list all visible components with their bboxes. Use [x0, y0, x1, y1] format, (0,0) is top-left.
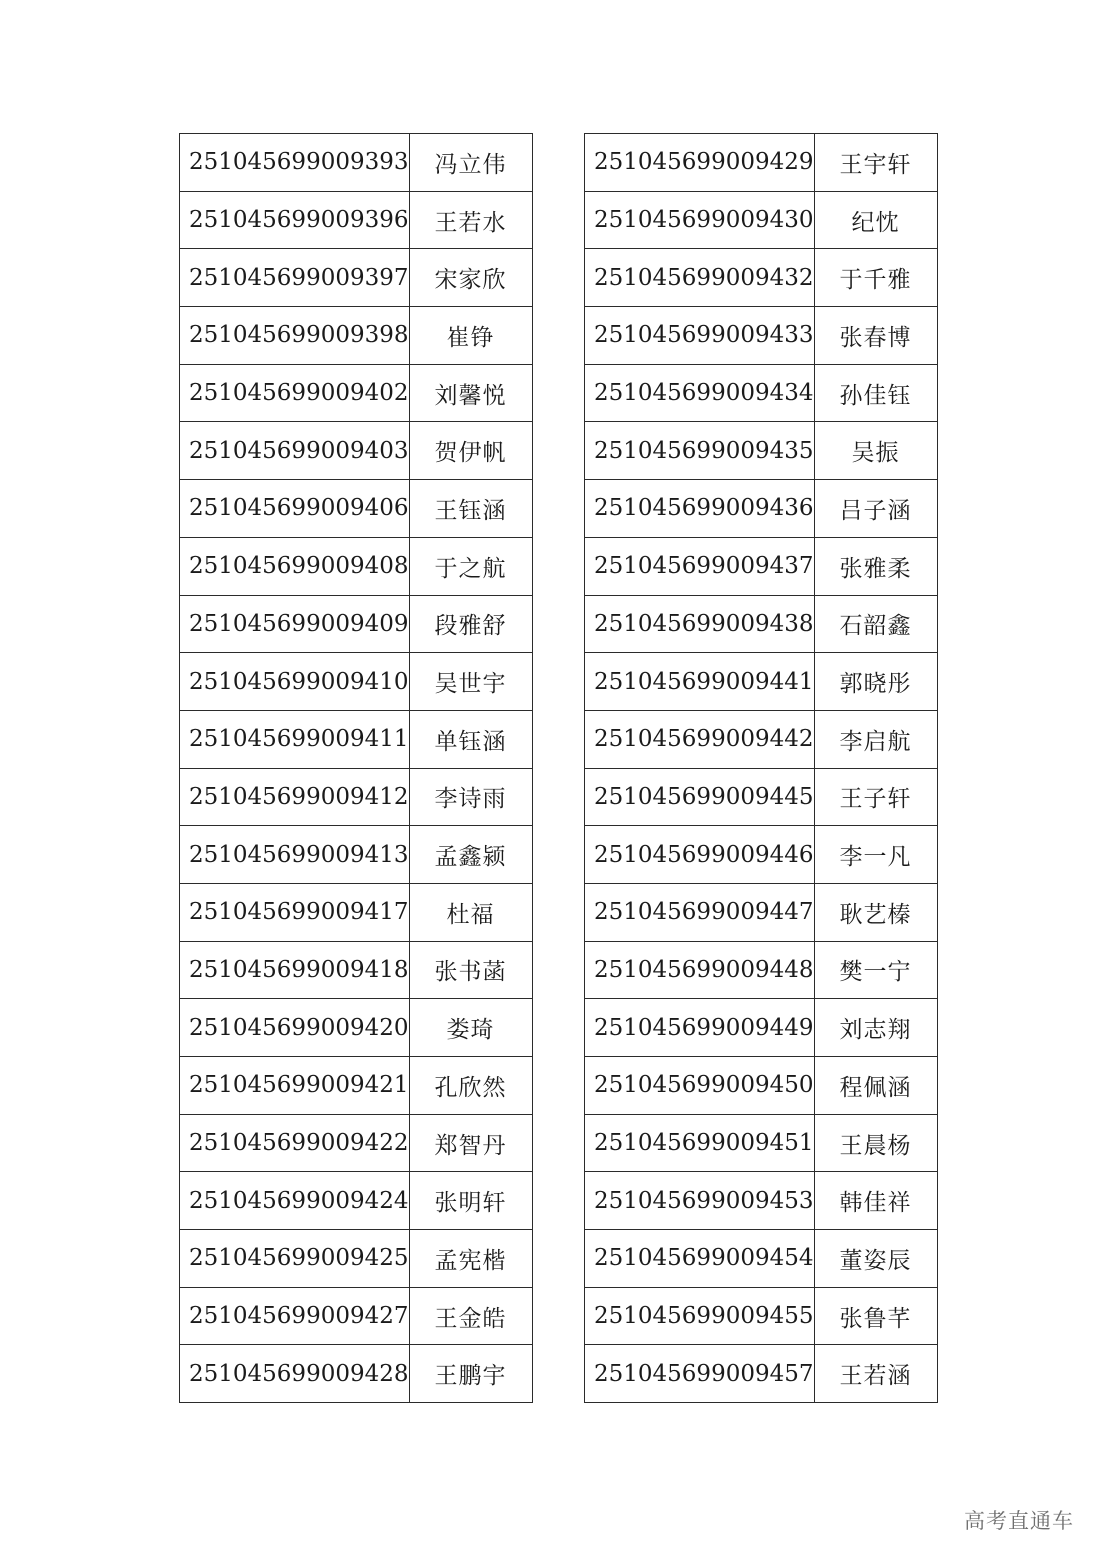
student-id-cell: 251045699009429 — [585, 134, 815, 192]
student-name-cell: 宋家欣 — [409, 249, 532, 307]
table-row — [180, 422, 533, 480]
student-name-cell: 娄琦 — [409, 999, 532, 1057]
student-id-cell: 251045699009417 — [180, 883, 410, 941]
student-name-cell: 孟宪楷 — [409, 1230, 532, 1288]
student-name-cell: 于之航 — [409, 537, 532, 595]
table-row — [180, 1287, 533, 1345]
table-row — [585, 422, 938, 480]
student-name-cell: 张春博 — [814, 307, 937, 365]
student-id-cell: 251045699009427 — [180, 1287, 410, 1345]
student-id-cell: 251045699009396 — [180, 191, 410, 249]
table-row — [180, 1345, 533, 1403]
student-name-cell: 冯立伟 — [409, 134, 532, 192]
student-name-cell: 李启航 — [814, 710, 937, 768]
student-id-cell: 251045699009438 — [585, 595, 815, 653]
table-row — [585, 826, 938, 884]
student-name-cell: 王金皓 — [409, 1287, 532, 1345]
student-name-cell: 王晨杨 — [814, 1114, 937, 1172]
student-id-cell: 251045699009442 — [585, 710, 815, 768]
student-name-cell: 李一凡 — [814, 826, 937, 884]
student-id-cell: 251045699009430 — [585, 191, 815, 249]
table-row — [585, 1172, 938, 1230]
student-name-cell: 杜福 — [409, 883, 532, 941]
student-id-cell: 251045699009432 — [585, 249, 815, 307]
table-row — [180, 999, 533, 1057]
student-name-cell: 刘志翔 — [814, 999, 937, 1057]
table-row — [180, 1057, 533, 1115]
student-id-cell: 251045699009457 — [585, 1345, 815, 1403]
student-id-cell: 251045699009398 — [180, 307, 410, 365]
student-id-cell: 251045699009411 — [180, 710, 410, 768]
table-row — [180, 537, 533, 595]
student-name-cell: 王若水 — [409, 191, 532, 249]
table-row — [180, 710, 533, 768]
table-row — [180, 307, 533, 365]
roster-table-left — [179, 133, 533, 1403]
table-row — [180, 364, 533, 422]
table-row — [585, 191, 938, 249]
student-id-cell: 251045699009447 — [585, 883, 815, 941]
student-name-cell: 樊一宁 — [814, 941, 937, 999]
table-row — [180, 826, 533, 884]
table-row — [585, 364, 938, 422]
table-row — [585, 941, 938, 999]
table-row — [180, 1230, 533, 1288]
table-row — [180, 134, 533, 192]
student-id-cell: 251045699009441 — [585, 653, 815, 711]
student-name-cell: 崔铮 — [409, 307, 532, 365]
student-id-cell: 251045699009435 — [585, 422, 815, 480]
table-row — [585, 768, 938, 826]
student-id-cell: 251045699009451 — [585, 1114, 815, 1172]
student-id-cell: 251045699009420 — [180, 999, 410, 1057]
table-row — [585, 1114, 938, 1172]
table-row — [585, 883, 938, 941]
student-name-cell: 孔欣然 — [409, 1057, 532, 1115]
table-row — [585, 1230, 938, 1288]
student-id-cell: 251045699009449 — [585, 999, 815, 1057]
student-id-cell: 251045699009450 — [585, 1057, 815, 1115]
student-name-cell: 耿艺榛 — [814, 883, 937, 941]
student-name-cell: 程佩涵 — [814, 1057, 937, 1115]
student-id-cell: 251045699009453 — [585, 1172, 815, 1230]
table-row — [585, 1345, 938, 1403]
student-id-cell: 251045699009412 — [180, 768, 410, 826]
student-name-cell: 王若涵 — [814, 1345, 937, 1403]
table-row — [585, 595, 938, 653]
student-id-cell: 251045699009425 — [180, 1230, 410, 1288]
roster-table-right — [584, 133, 938, 1403]
table-row — [585, 653, 938, 711]
student-id-cell: 251045699009448 — [585, 941, 815, 999]
student-name-cell: 于千雅 — [814, 249, 937, 307]
table-row — [180, 480, 533, 538]
student-name-cell: 刘馨悦 — [409, 364, 532, 422]
student-name-cell: 王宇轩 — [814, 134, 937, 192]
table-row — [585, 249, 938, 307]
student-name-cell: 韩佳祥 — [814, 1172, 937, 1230]
student-id-cell: 251045699009455 — [585, 1287, 815, 1345]
student-id-cell: 251045699009403 — [180, 422, 410, 480]
student-id-cell: 251045699009393 — [180, 134, 410, 192]
table-row — [585, 134, 938, 192]
student-id-cell: 251045699009424 — [180, 1172, 410, 1230]
student-name-cell: 王钰涵 — [409, 480, 532, 538]
roster-table-left-body — [180, 134, 533, 1403]
student-id-cell: 251045699009446 — [585, 826, 815, 884]
table-row — [585, 537, 938, 595]
student-name-cell: 孙佳钰 — [814, 364, 937, 422]
student-name-cell: 孟鑫颍 — [409, 826, 532, 884]
student-id-cell: 251045699009409 — [180, 595, 410, 653]
table-row — [180, 768, 533, 826]
student-id-cell: 251045699009428 — [180, 1345, 410, 1403]
student-name-cell: 张明轩 — [409, 1172, 532, 1230]
watermark-text: 高考直通车 — [964, 1509, 1074, 1533]
student-name-cell: 王子轩 — [814, 768, 937, 826]
student-name-cell: 石韶鑫 — [814, 595, 937, 653]
table-row — [585, 480, 938, 538]
student-id-cell: 251045699009413 — [180, 826, 410, 884]
student-name-cell: 张书菡 — [409, 941, 532, 999]
table-row — [585, 999, 938, 1057]
student-name-cell: 单钰涵 — [409, 710, 532, 768]
table-row — [180, 1172, 533, 1230]
student-id-cell: 251045699009397 — [180, 249, 410, 307]
table-row — [180, 249, 533, 307]
student-name-cell: 王鹏宇 — [409, 1345, 532, 1403]
table-row — [180, 595, 533, 653]
student-name-cell: 吴振 — [814, 422, 937, 480]
student-id-cell: 251045699009445 — [585, 768, 815, 826]
table-row — [180, 191, 533, 249]
student-id-cell: 251045699009402 — [180, 364, 410, 422]
student-id-cell: 251045699009433 — [585, 307, 815, 365]
table-row — [585, 307, 938, 365]
student-name-cell: 郑智丹 — [409, 1114, 532, 1172]
table-row — [180, 653, 533, 711]
student-name-cell: 李诗雨 — [409, 768, 532, 826]
table-row — [585, 710, 938, 768]
student-name-cell: 董姿辰 — [814, 1230, 937, 1288]
table-row — [180, 941, 533, 999]
student-name-cell: 吕子涵 — [814, 480, 937, 538]
student-id-cell: 251045699009406 — [180, 480, 410, 538]
student-name-cell: 吴世宇 — [409, 653, 532, 711]
student-name-cell: 郭晓彤 — [814, 653, 937, 711]
table-row — [180, 883, 533, 941]
student-id-cell: 251045699009437 — [585, 537, 815, 595]
student-id-cell: 251045699009454 — [585, 1230, 815, 1288]
student-name-cell: 张鲁芊 — [814, 1287, 937, 1345]
student-name-cell: 段雅舒 — [409, 595, 532, 653]
student-name-cell: 贺伊帆 — [409, 422, 532, 480]
table-row — [585, 1287, 938, 1345]
student-id-cell: 251045699009434 — [585, 364, 815, 422]
student-name-cell: 纪忱 — [814, 191, 937, 249]
table-row — [180, 1114, 533, 1172]
student-id-cell: 251045699009410 — [180, 653, 410, 711]
student-id-cell: 251045699009418 — [180, 941, 410, 999]
student-name-cell: 张雅柔 — [814, 537, 937, 595]
roster-table-right-body — [585, 134, 938, 1403]
table-row — [585, 1057, 938, 1115]
student-id-cell: 251045699009436 — [585, 480, 815, 538]
student-id-cell: 251045699009421 — [180, 1057, 410, 1115]
student-id-cell: 251045699009422 — [180, 1114, 410, 1172]
student-id-cell: 251045699009408 — [180, 537, 410, 595]
